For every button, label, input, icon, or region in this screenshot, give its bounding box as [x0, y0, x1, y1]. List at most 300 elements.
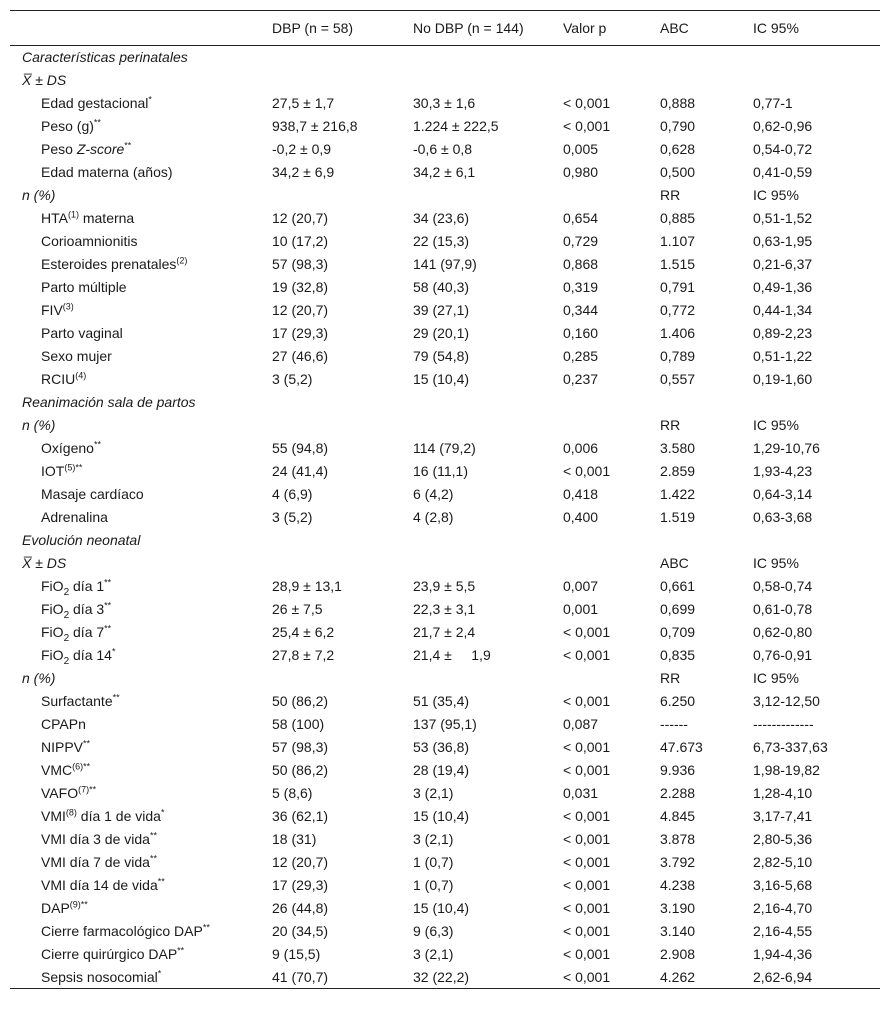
table-row	[10, 874, 880, 897]
row-label	[10, 598, 272, 621]
table-cell: 41 (70,7)	[272, 968, 329, 985]
section-title	[10, 46, 880, 69]
table-cell: 17 (29,3)	[272, 325, 329, 341]
table-cell: 47.673	[660, 739, 703, 755]
superscript: **	[202, 922, 210, 933]
superscript: **	[157, 876, 165, 887]
row-label	[10, 782, 272, 805]
superscript: **	[112, 692, 120, 703]
section-row	[10, 391, 880, 414]
table-cell: IC 95%	[753, 670, 799, 686]
table-cell: 5 (8,6)	[272, 785, 313, 801]
table-cell: 34,2 ± 6,9	[272, 164, 335, 180]
table-cell: 79 (54,8)	[413, 348, 470, 364]
table-cell: 0,89-2,23	[753, 325, 813, 341]
row-label	[10, 138, 272, 161]
table-cell: 0,19-1,60	[753, 371, 813, 387]
row-label	[10, 207, 272, 230]
label-text: X̅ ± DS	[22, 72, 67, 88]
table-row	[10, 805, 880, 828]
table-cell: 36 (62,1)	[272, 808, 329, 824]
table-cell: 0,628	[660, 141, 696, 157]
row-label	[10, 920, 272, 943]
table-row	[10, 621, 880, 644]
section-title	[10, 391, 880, 414]
label-text: NIPPV	[41, 739, 84, 755]
table-cell	[563, 414, 660, 437]
table-cell: 3.140	[660, 923, 696, 939]
table-cell	[660, 69, 753, 92]
table-cell: 141 (97,9)	[413, 256, 477, 272]
table-cell: 0,654	[563, 210, 599, 226]
table-cell: 0,885	[660, 210, 696, 226]
table-cell: 15 (10,4)	[413, 371, 470, 387]
table-cell: 3 (5,2)	[272, 371, 313, 387]
table-cell: 0,62-0,96	[753, 118, 813, 134]
superscript: **	[93, 117, 101, 128]
row-label	[10, 621, 272, 644]
table-cell: < 0,001	[563, 762, 611, 778]
table-row	[10, 920, 880, 943]
subheader-row	[10, 414, 880, 437]
table-row	[10, 115, 880, 138]
label-text: VMI día 14 de vida	[41, 877, 158, 893]
table-cell: 0,77-1	[753, 95, 793, 111]
table-cell: 25,4 ± 6,2	[272, 624, 335, 640]
table-cell: 3 (2,1)	[413, 785, 454, 801]
table-cell: 12 (20,7)	[272, 210, 329, 226]
row-label	[10, 851, 272, 874]
subheader-row	[10, 552, 880, 575]
table-cell: 0,44-1,34	[753, 302, 813, 318]
table-cell: 1.107	[660, 233, 696, 249]
label-text: Características perinatales	[22, 49, 188, 66]
superscript: (5)**	[64, 462, 83, 473]
row-label	[10, 276, 272, 299]
row-label	[10, 736, 272, 759]
table-cell: 15 (10,4)	[413, 808, 470, 824]
table-cell: 20 (34,5)	[272, 923, 329, 939]
table-cell: 26 ± 7,5	[272, 601, 323, 617]
row-label	[10, 414, 272, 437]
table-cell: 1.224 ± 222,5	[413, 118, 499, 134]
table-cell: 0,400	[563, 509, 599, 525]
superscript: (7)**	[78, 784, 97, 795]
table-cell: RR	[660, 417, 681, 433]
table-cell: 2,82-5,10	[753, 854, 813, 870]
row-label	[10, 69, 272, 92]
table-cell: 137 (95,1)	[413, 716, 477, 732]
row-label	[10, 644, 272, 667]
table-cell: 3 (2,1)	[413, 831, 454, 847]
table-cell	[272, 184, 413, 207]
table-cell: 1 (0,7)	[413, 877, 454, 893]
label-text: FIV	[41, 302, 63, 318]
table-cell: 9 (15,5)	[272, 946, 321, 962]
superscript: *	[148, 94, 152, 105]
table-cell: 114 (79,2)	[413, 440, 476, 456]
label-suffix: día 14	[69, 647, 112, 663]
label-text: RCIU	[41, 371, 76, 387]
table-cell	[413, 667, 563, 690]
table-cell: 0,63-1,95	[753, 233, 813, 249]
table-cell: 3,16-5,68	[753, 877, 813, 893]
label-text: Masaje cardíaco	[41, 486, 144, 502]
table-row	[10, 460, 880, 483]
table-cell: 0,237	[563, 371, 599, 387]
table-cell	[563, 184, 660, 207]
table-cell: < 0,001	[563, 95, 611, 111]
table-row	[10, 851, 880, 874]
table-cell: 3 (2,1)	[413, 946, 454, 962]
table-cell: -0,6 ± 0,8	[413, 141, 473, 157]
table-cell: 0,980	[563, 164, 599, 180]
table-cell: 0,49-1,36	[753, 279, 813, 295]
superscript: **	[93, 439, 101, 450]
table-cell: 1,94-4,36	[753, 946, 813, 962]
row-label	[10, 460, 272, 483]
label-text: FiO	[41, 578, 64, 594]
table-cell: 16 (11,1)	[413, 463, 468, 479]
table-cell: 50 (86,2)	[272, 693, 329, 709]
table-cell: 29 (20,1)	[413, 325, 470, 341]
row-label	[10, 345, 272, 368]
label-text: Adrenalina	[41, 509, 108, 525]
table-cell: 3.878	[660, 831, 696, 847]
label-text: VMI día 3 de vida	[41, 831, 150, 847]
table-cell: < 0,001	[563, 968, 611, 985]
row-label	[10, 115, 272, 138]
superscript: **	[149, 853, 157, 864]
table-cell: 1.406	[660, 325, 696, 341]
row-label	[10, 92, 272, 115]
table-cell: 0,51-1,22	[753, 348, 813, 364]
superscript: (4)	[75, 370, 87, 381]
label-text: Peso	[41, 141, 77, 157]
superscript: *	[160, 807, 165, 818]
row-label	[10, 966, 272, 989]
row-label	[10, 713, 272, 736]
table-cell: 51 (35,4)	[413, 693, 470, 709]
table-cell: RR	[660, 187, 681, 203]
table-cell: 0,51-1,52	[753, 210, 813, 226]
row-label	[10, 437, 272, 460]
superscript: *	[111, 646, 116, 657]
label-text: Reanimación sala de partos	[22, 394, 196, 410]
table-cell: 23,9 ± 5,5	[413, 578, 476, 594]
superscript: (2)	[176, 255, 188, 266]
table-row	[10, 207, 880, 230]
table-cell: 21,7 ± 2,4	[413, 624, 476, 640]
section-title	[10, 529, 880, 552]
table-cell: 4.262	[660, 968, 696, 985]
table-cell: < 0,001	[563, 463, 611, 479]
table-cell: IC 95%	[753, 555, 799, 571]
subscript: 2	[63, 609, 70, 621]
table-cell: 3 (5,2)	[272, 509, 313, 525]
label-text: FiO	[41, 601, 64, 617]
table-row	[10, 598, 880, 621]
row-label	[10, 368, 272, 391]
table-cell: 24 (41,4)	[272, 463, 329, 479]
table-cell: 1.519	[660, 509, 696, 525]
subscript: 2	[63, 586, 70, 598]
row-label	[10, 874, 272, 897]
superscript: **	[177, 945, 185, 956]
label-text: Sepsis nosocomial	[41, 968, 158, 985]
table-row	[10, 299, 880, 322]
table-row	[10, 736, 880, 759]
header-cell: Valor p	[563, 20, 607, 36]
superscript: **	[149, 830, 157, 841]
label-text: CPAPn	[41, 716, 86, 732]
table-cell: < 0,001	[563, 900, 611, 916]
table-cell: 0,790	[660, 118, 696, 134]
table-cell: 18 (31)	[272, 831, 317, 847]
table-cell: 4.845	[660, 808, 696, 824]
table-cell: 6.250	[660, 693, 696, 709]
table-cell: < 0,001	[563, 808, 611, 824]
table-row	[10, 345, 880, 368]
table-cell: 0,001	[563, 601, 599, 617]
label-text: Corioamnionitis	[41, 233, 138, 249]
table-cell: 58 (40,3)	[413, 279, 470, 295]
row-label	[10, 483, 272, 506]
table-cell	[563, 69, 660, 92]
table-row	[10, 828, 880, 851]
table-cell: 0,006	[563, 440, 599, 456]
table-cell: 0,005	[563, 141, 599, 157]
table-cell	[272, 69, 413, 92]
table-cell: 0,791	[660, 279, 696, 295]
superscript: (1)	[67, 209, 79, 220]
table-cell: 0,557	[660, 371, 696, 387]
table-cell: 57 (98,3)	[272, 739, 329, 755]
table-row	[10, 483, 880, 506]
table-cell: 21,4 ± 1,9	[413, 647, 491, 663]
table-cell: 39 (27,1)	[413, 302, 470, 318]
table-cell: 22 (15,3)	[413, 233, 470, 249]
subheader-row	[10, 667, 880, 690]
subheader-row	[10, 184, 880, 207]
table-cell: 3,17-7,41	[753, 808, 813, 824]
table-cell: ------	[660, 716, 688, 732]
subscript: 2	[63, 655, 70, 667]
table-cell: ABC	[660, 555, 689, 571]
row-label	[10, 943, 272, 966]
label-text: Cierre quirúrgico DAP	[41, 946, 178, 962]
row-label	[10, 299, 272, 322]
table-cell	[563, 667, 660, 690]
table-cell: 0,772	[660, 302, 696, 318]
table-cell: 0,58-0,74	[753, 578, 813, 594]
table-cell: 53 (36,8)	[413, 739, 470, 755]
table-cell: 0,41-0,59	[753, 164, 813, 180]
label-text: IOT	[41, 463, 65, 479]
row-label	[10, 552, 272, 575]
label-text: VMC	[41, 762, 73, 778]
table-cell: 0,888	[660, 95, 696, 111]
label-suffix: materna	[78, 210, 135, 226]
table-cell: -------------	[753, 716, 814, 732]
table-cell: 0,868	[563, 256, 599, 272]
table-row	[10, 966, 880, 989]
table-row	[10, 437, 880, 460]
table-cell: 15 (10,4)	[413, 900, 470, 916]
table-row	[10, 506, 880, 529]
table-cell	[413, 414, 563, 437]
label-text: Parto vaginal	[41, 325, 123, 341]
header-cell: ABC	[660, 20, 689, 36]
table-cell: 4 (6,9)	[272, 486, 313, 502]
table-cell: 0,661	[660, 578, 696, 594]
table-cell: 57 (98,3)	[272, 256, 329, 272]
label-suffix: día 1	[69, 578, 105, 594]
label-text: Cierre farmacológico DAP	[41, 923, 203, 939]
table-cell: 0,087	[563, 716, 599, 732]
row-label	[10, 690, 272, 713]
table-cell: 10 (17,2)	[272, 233, 329, 249]
label-text: DAP	[41, 900, 70, 916]
table-cell: 9 (6,3)	[413, 923, 454, 939]
table-cell: < 0,001	[563, 854, 611, 870]
label-text: Esteroides prenatales	[41, 256, 177, 272]
table-cell: 0,344	[563, 302, 599, 318]
table-cell: IC 95%	[753, 417, 799, 433]
table-cell	[272, 414, 413, 437]
subheader-row	[10, 69, 880, 92]
table-cell: 2,62-6,94	[753, 968, 813, 985]
table-cell: 0,729	[563, 233, 599, 249]
label-text: VMI día 7 de vida	[41, 854, 150, 870]
table-cell: 34,2 ± 6,1	[413, 164, 476, 180]
table-cell: < 0,001	[563, 831, 611, 847]
table-cell: 2,80-5,36	[753, 831, 813, 847]
table-cell: 1.422	[660, 486, 696, 502]
table-cell: 0,61-0,78	[753, 601, 813, 617]
header-cell: DBP (n = 58)	[272, 20, 354, 36]
label-text: Oxígeno	[41, 440, 94, 456]
table-cell: 6,73-337,63	[753, 739, 828, 755]
table-cell: 1,93-4,23	[753, 463, 813, 479]
table-row	[10, 138, 880, 161]
table-cell: 938,7 ± 216,8	[272, 118, 358, 134]
table-cell: 1.515	[660, 256, 696, 272]
label-suffix: día 7	[69, 624, 105, 640]
table-cell: 0,64-3,14	[753, 486, 813, 502]
label-suffix: día 1 de vida	[76, 808, 161, 824]
label-text: X̅ ± DS	[22, 555, 67, 571]
label-text: VMI	[41, 808, 66, 824]
label-text: Evolución neonatal	[22, 532, 141, 548]
row-label	[10, 667, 272, 690]
table-cell	[413, 552, 563, 575]
table-cell: 3,12-12,50	[753, 693, 820, 709]
superscript: (9)**	[69, 899, 88, 910]
results-table	[10, 10, 880, 989]
table-row	[10, 782, 880, 805]
superscript: **	[104, 577, 112, 588]
table-cell: -0,2 ± 0,9	[272, 141, 332, 157]
table-row	[10, 897, 880, 920]
table-cell: 30,3 ± 1,6	[413, 95, 476, 111]
table-cell	[563, 552, 660, 575]
table-cell: 3.190	[660, 900, 696, 916]
table-cell: 28,9 ± 13,1	[272, 578, 342, 594]
header-row	[10, 11, 880, 46]
table-cell: 0,63-3,68	[753, 509, 813, 525]
row-label	[10, 506, 272, 529]
table-row	[10, 230, 880, 253]
row-label	[10, 161, 272, 184]
table-cell: < 0,001	[563, 946, 611, 962]
table-cell: 0,789	[660, 348, 696, 364]
label-text: Sexo mujer	[41, 348, 112, 364]
label-text: Parto múltiple	[41, 279, 127, 295]
superscript: **	[83, 738, 91, 749]
table-cell	[753, 69, 880, 92]
label-italic: Z-score	[76, 141, 125, 157]
table-cell: 2.859	[660, 463, 696, 479]
table-cell: 0,76-0,91	[753, 647, 813, 663]
table-cell: < 0,001	[563, 624, 611, 640]
superscript: *	[157, 968, 162, 979]
table-cell: 1,28-4,10	[753, 785, 813, 801]
table-cell: 0,699	[660, 601, 696, 617]
table-row	[10, 322, 880, 345]
table-cell: 0,835	[660, 647, 696, 663]
superscript: **	[104, 623, 112, 634]
table-cell: 27 (46,6)	[272, 348, 329, 364]
superscript: (6)**	[72, 761, 91, 772]
row-label	[10, 828, 272, 851]
row-label	[10, 759, 272, 782]
label-text: n (%)	[22, 670, 56, 686]
table-row	[10, 575, 880, 598]
label-text: VAFO	[41, 785, 79, 801]
header-cell: IC 95%	[753, 20, 799, 36]
header-cell	[10, 11, 272, 46]
table-cell: 0,54-0,72	[753, 141, 813, 157]
label-text: Surfactante	[41, 693, 113, 709]
table-cell: < 0,001	[563, 739, 611, 755]
section-row	[10, 529, 880, 552]
table-cell: < 0,001	[563, 118, 611, 134]
table-cell: 2.288	[660, 785, 696, 801]
superscript: **	[104, 600, 112, 611]
table-cell: 27,5 ± 1,7	[272, 95, 335, 111]
table-cell: 3.792	[660, 854, 696, 870]
table-cell: 2,16-4,55	[753, 923, 813, 939]
label-text: FiO	[41, 624, 64, 640]
table-cell: 6 (4,2)	[413, 486, 454, 502]
table-cell: 2.908	[660, 946, 696, 962]
table-cell: 1 (0,7)	[413, 854, 454, 870]
label-text: HTA	[41, 210, 68, 226]
table-cell: 0,160	[563, 325, 599, 341]
label-text: Peso (g)	[41, 118, 94, 134]
subscript: 2	[63, 632, 70, 644]
table-cell: 0,62-0,80	[753, 624, 813, 640]
row-label	[10, 253, 272, 276]
table-cell: RR	[660, 670, 681, 686]
row-label	[10, 575, 272, 598]
table-row	[10, 690, 880, 713]
superscript: (8)	[65, 807, 77, 818]
table-row	[10, 368, 880, 391]
table-cell: < 0,001	[563, 647, 611, 663]
table-cell: 3.580	[660, 440, 696, 456]
